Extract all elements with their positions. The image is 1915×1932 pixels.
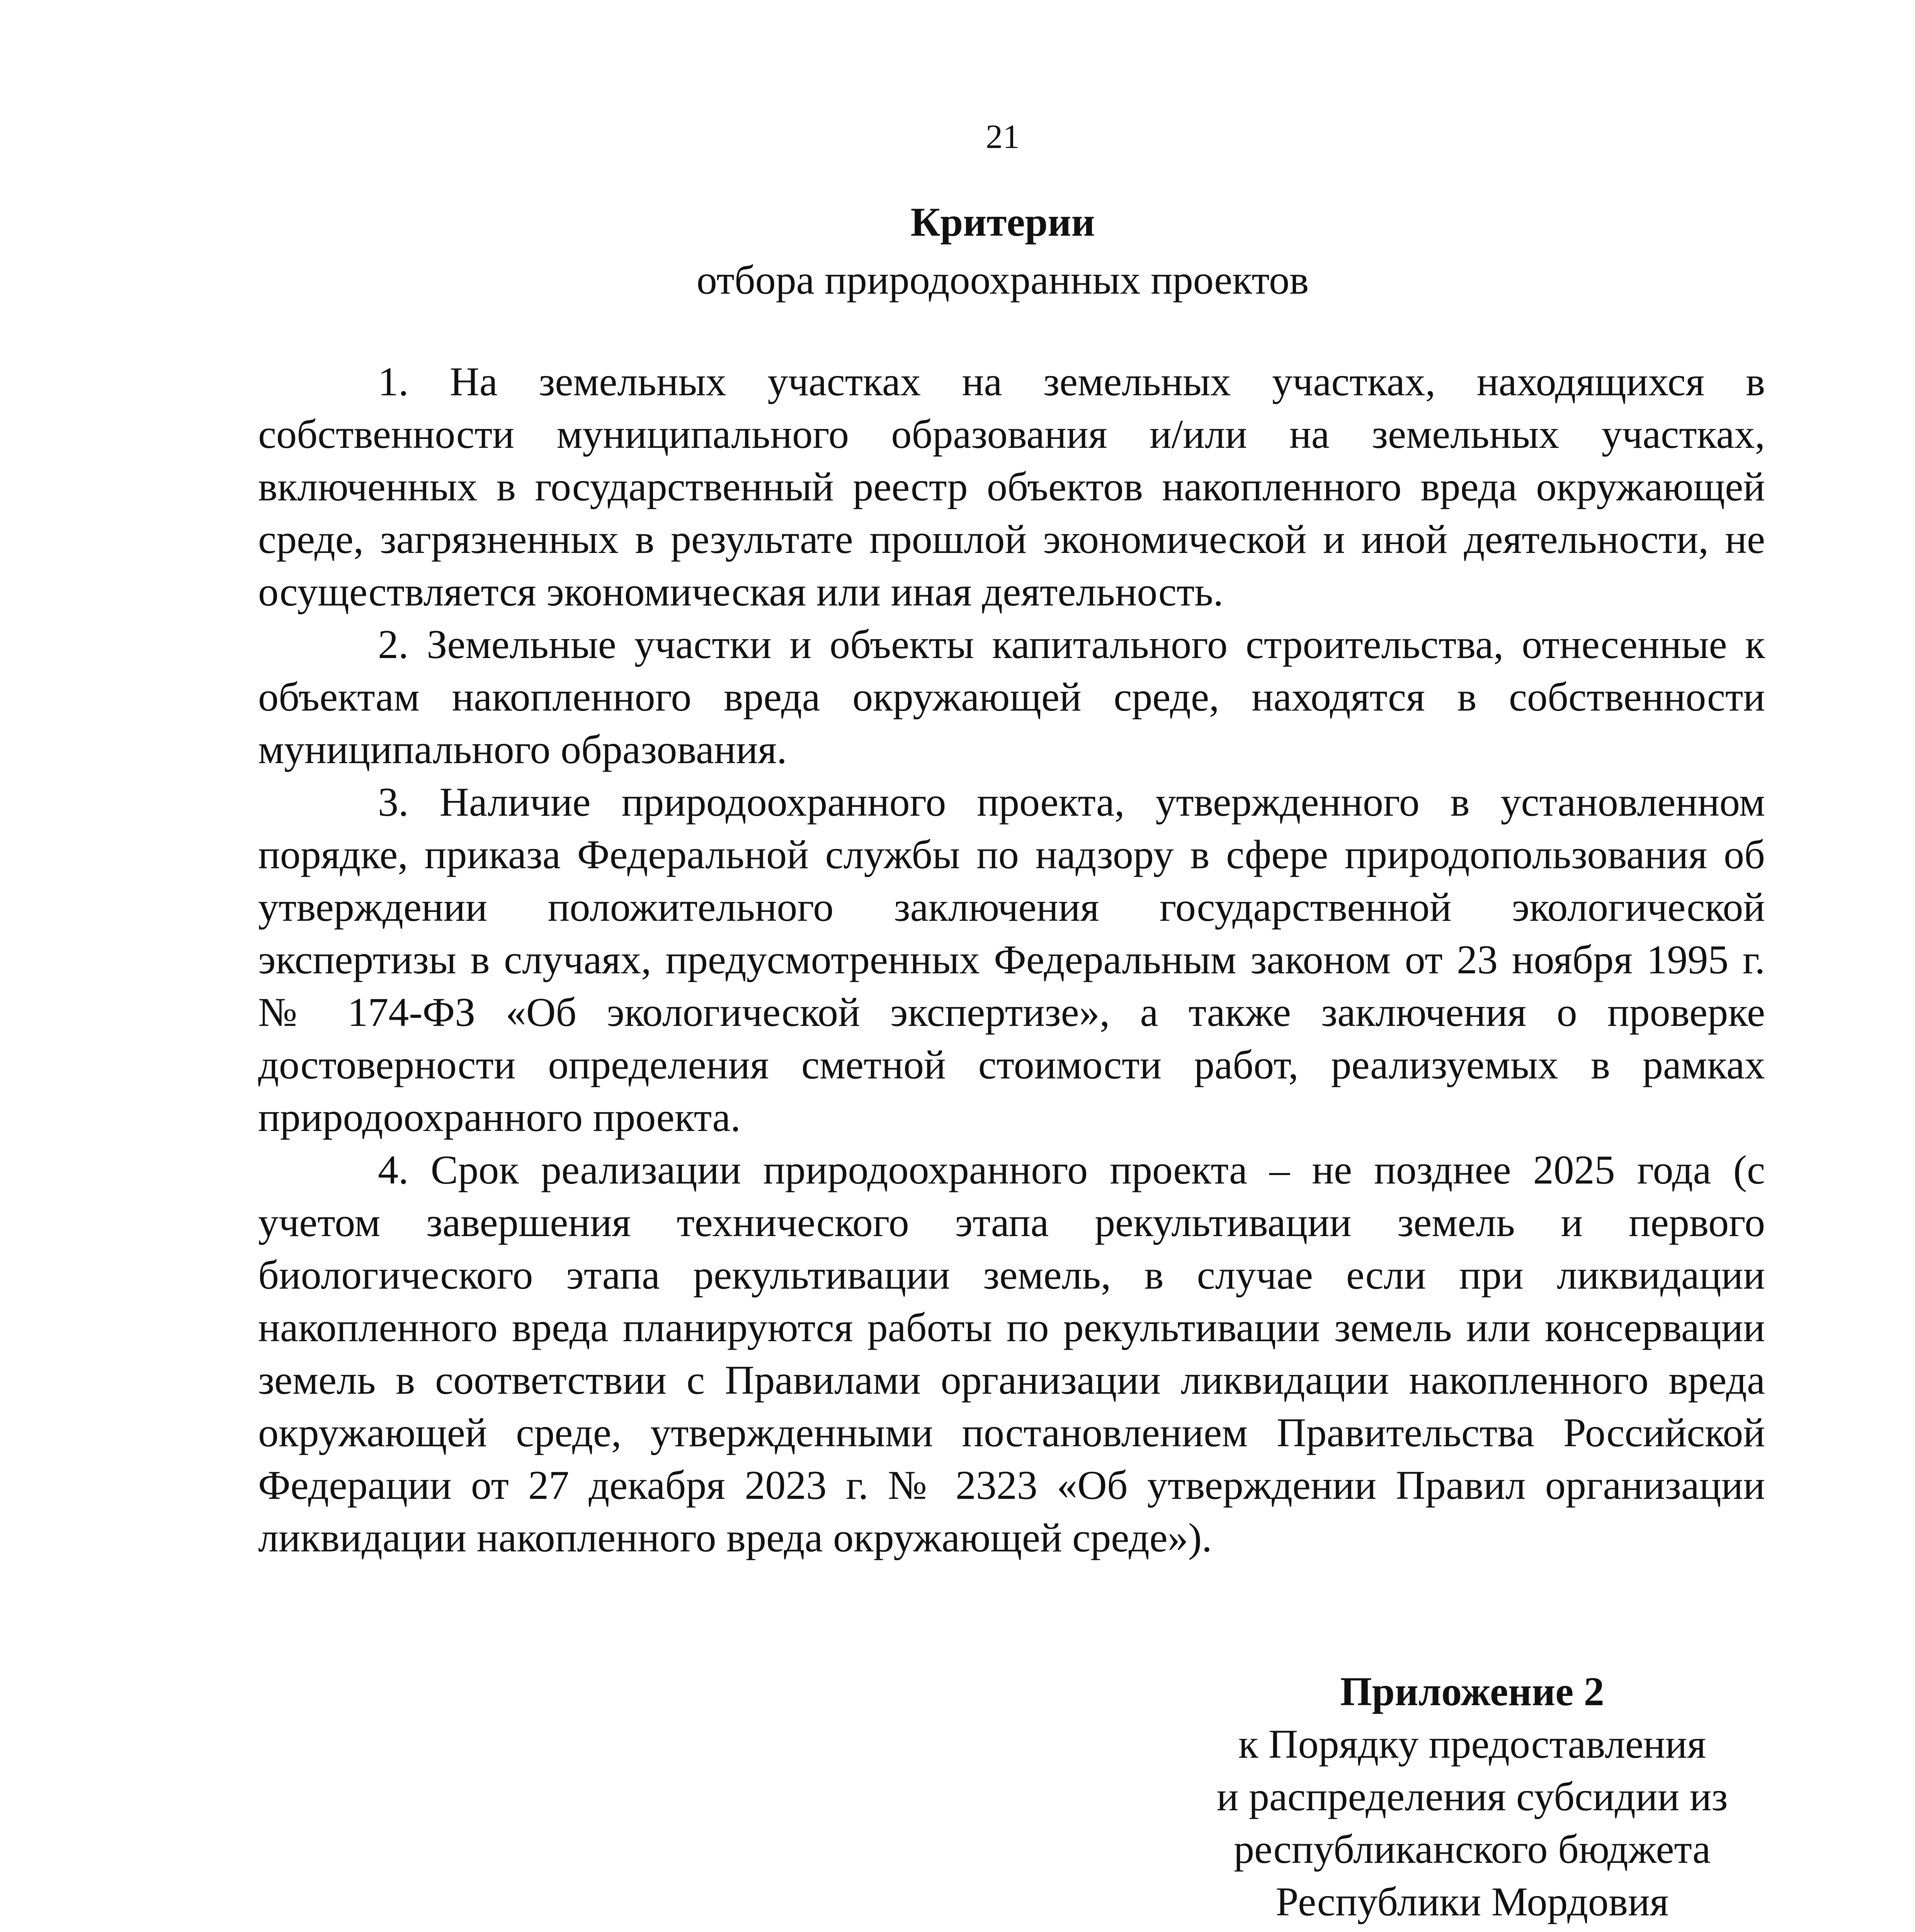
criteria-item-3: 3. Наличие природоохранного проекта, утвержденного в установленном порядке, приказа Федеральной службы по надзору в сфере природопользования об утверждении положительного заключения государственной экологической экспертизы в случаях, предусмотренных Федеральным законом от 23 ноября 1995 г. № 174-ФЗ «Об экологической экспертизе», а также заключения о проверке достоверности определения сметной стоимости работ, реализуемых в рамках природоохранного проекта. (258, 779, 1765, 1140)
appendix-title: Приложение 2 (1340, 1669, 1604, 1714)
appendix-line: республиканского бюджета (1233, 1827, 1711, 1872)
criteria-item-4: 4. Срок реализации природоохранного проекта – не позднее 2025 года (с учетом завершения технического этапа рекультивации земель и первого биологического этапа рекультивации земель, в случае если при ликвидации накопленного вреда планируются работы по рекультивации земель или консервации земель в соответствии с Правилами организации ликвидации накопленного вреда окружающей среде, утвержденными постановлением Правительства Российской Федерации от 27 декабря 2023 г. № 2323 «Об утверждении Правил организации ликвидации накопленного вреда окружающей среде»). (258, 1147, 1765, 1560)
appendix-line: Республики Мордовия (1276, 1879, 1669, 1924)
title-block (0, 193, 1915, 309)
document-title: Критерии (910, 199, 1095, 245)
appendix-line: и распределения субсидии из (1216, 1774, 1728, 1819)
appendix-line: к Порядку предоставления (1238, 1721, 1706, 1767)
page-number: 21 (986, 118, 1020, 156)
appendix-block (1144, 1665, 1801, 1932)
document-subtitle: отбора природоохранных проектов (696, 257, 1309, 303)
criteria-list (258, 355, 1765, 1564)
criteria-item-2: 2. Земельные участки и объекты капитального строительства, отнесенные к объектам накопленного вреда окружающей среде, находятся в собственности муниципального образования. (258, 622, 1765, 772)
appendix-line (1144, 1928, 1801, 1932)
criteria-item-1: 1. На земельных участках на земельных участках, находящихся в собственности муниципального образования и/или на земельных участках, включенных в государственный реестр объектов накопленного вреда окружающей среде, загрязненных в результате прошлой экономической и иной деятельности, не осуществляется экономическая или иная деятельность. (258, 359, 1765, 614)
